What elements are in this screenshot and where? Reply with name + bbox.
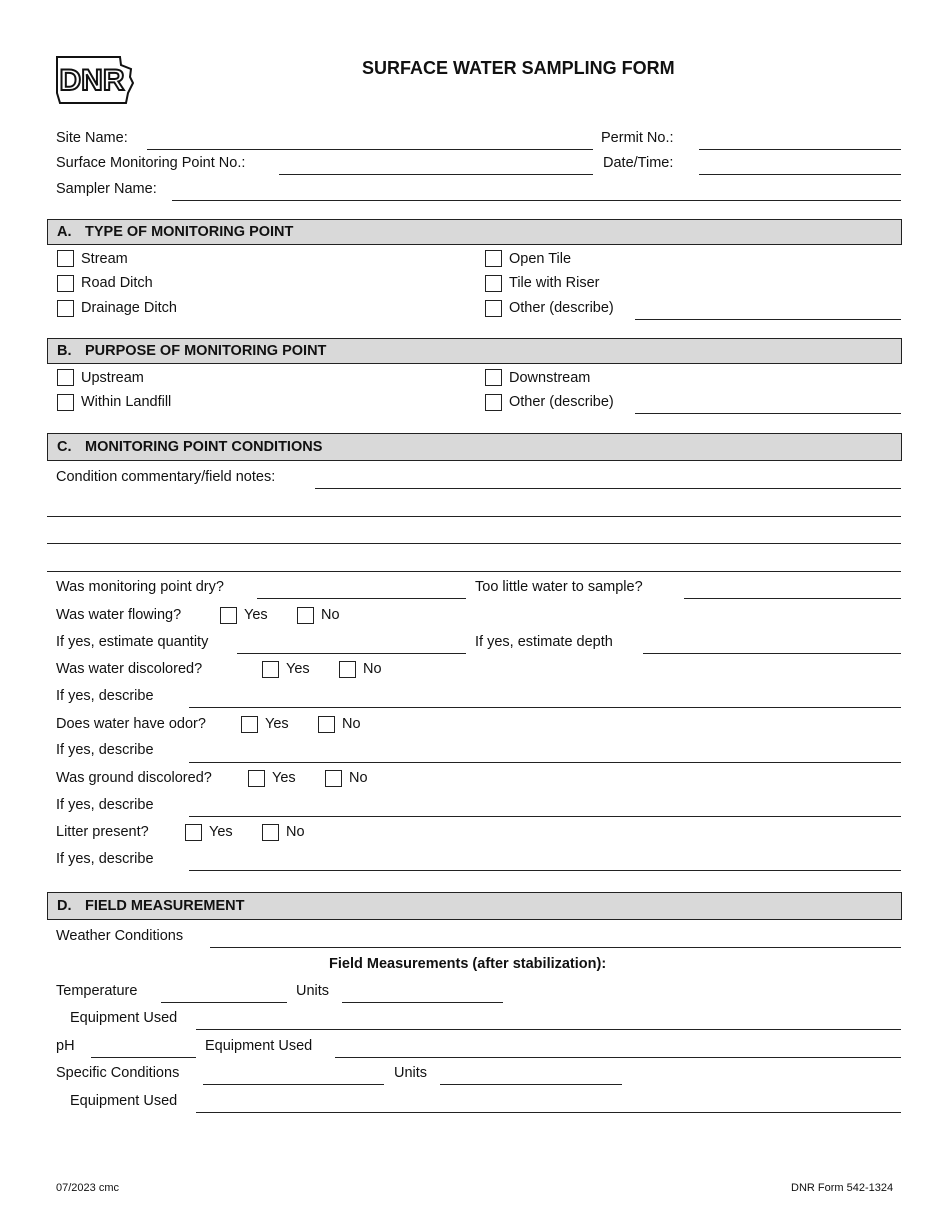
section-d-header: [47, 892, 902, 920]
upstream-checkbox[interactable]: [57, 369, 74, 386]
discolored-describe-field[interactable]: [189, 707, 901, 708]
section-b-letter: B.: [57, 343, 72, 359]
section-c-letter: C.: [57, 439, 72, 455]
monitoring-point-no-field[interactable]: [279, 174, 593, 175]
purpose-other-field[interactable]: [635, 413, 901, 414]
section-a-letter: A.: [57, 224, 72, 240]
within-landfill-checkbox[interactable]: [57, 394, 74, 411]
flowing-no-label: No: [321, 607, 340, 623]
ground-yes-label: Yes: [272, 770, 296, 786]
section-c-title: MONITORING POINT CONDITIONS: [85, 439, 323, 455]
ph-field[interactable]: [91, 1057, 196, 1058]
road-ditch-label: Road Ditch: [81, 275, 153, 291]
form-title: SURFACE WATER SAMPLING FORM: [362, 58, 675, 78]
odor-label: Does water have odor?: [56, 716, 206, 732]
discolored-yes-label: Yes: [286, 661, 310, 677]
specific-equipment-field[interactable]: [196, 1112, 901, 1113]
section-a-header: [47, 219, 902, 245]
ground-describe-label: If yes, describe: [56, 797, 154, 813]
type-other-field[interactable]: [635, 319, 901, 320]
temperature-field[interactable]: [161, 1002, 287, 1003]
flowing-yes-checkbox[interactable]: [220, 607, 237, 624]
sampler-name-field[interactable]: [172, 200, 901, 201]
est-depth-label: If yes, estimate depth: [475, 634, 613, 650]
dry-field[interactable]: [257, 598, 466, 599]
ground-describe-field[interactable]: [189, 816, 901, 817]
litter-yes-checkbox[interactable]: [185, 824, 202, 841]
site-name-field[interactable]: [147, 149, 593, 150]
temperature-equipment-label: Equipment Used: [70, 1010, 178, 1026]
stream-checkbox[interactable]: [57, 250, 74, 267]
weather-field[interactable]: [210, 947, 901, 948]
date-time-label: Date/Time:: [603, 155, 674, 171]
section-b-header: [47, 338, 902, 364]
open-tile-checkbox[interactable]: [485, 250, 502, 267]
too-little-field[interactable]: [684, 598, 901, 599]
weather-label: Weather Conditions: [56, 928, 184, 944]
discolored-yes-checkbox[interactable]: [262, 661, 279, 678]
type-other-checkbox[interactable]: [485, 300, 502, 317]
temperature-units-field[interactable]: [342, 1002, 503, 1003]
litter-label: Litter present?: [56, 824, 149, 840]
section-b-title: PURPOSE OF MONITORING POINT: [85, 343, 327, 359]
litter-no-checkbox[interactable]: [262, 824, 279, 841]
too-little-label: Too little water to sample?: [475, 579, 643, 595]
discolored-no-checkbox[interactable]: [339, 661, 356, 678]
odor-yes-label: Yes: [265, 716, 289, 732]
litter-describe-label: If yes, describe: [56, 851, 154, 867]
odor-no-checkbox[interactable]: [318, 716, 335, 733]
notes-label: Condition commentary/field notes:: [56, 469, 276, 485]
litter-describe-field[interactable]: [189, 870, 901, 871]
drainage-ditch-checkbox[interactable]: [57, 300, 74, 317]
notes-field-1[interactable]: [315, 488, 901, 489]
purpose-other-checkbox[interactable]: [485, 394, 502, 411]
ph-equipment-field[interactable]: [335, 1057, 901, 1058]
temperature-units-label: Units: [296, 983, 330, 999]
date-time-field[interactable]: [699, 174, 901, 175]
est-quantity-label: If yes, estimate quantity: [56, 634, 209, 650]
est-quantity-field[interactable]: [237, 653, 466, 654]
temperature-equipment-field[interactable]: [196, 1029, 901, 1030]
section-a-title: TYPE OF MONITORING POINT: [85, 224, 294, 240]
upstream-label: Upstream: [81, 370, 144, 386]
notes-field-2[interactable]: [47, 516, 901, 517]
odor-no-label: No: [342, 716, 361, 732]
flowing-label: Was water flowing?: [56, 607, 182, 623]
purpose-other-label: Other (describe): [509, 394, 614, 410]
odor-describe-field[interactable]: [189, 762, 901, 763]
ground-no-checkbox[interactable]: [325, 770, 342, 787]
flowing-yes-label: Yes: [244, 607, 268, 623]
ph-equipment-label: Equipment Used: [205, 1038, 313, 1054]
sampler-name-label: Sampler Name:: [56, 181, 157, 197]
ground-yes-checkbox[interactable]: [248, 770, 265, 787]
permit-no-field[interactable]: [699, 149, 901, 150]
within-landfill-label: Within Landfill: [81, 394, 172, 410]
type-other-label: Other (describe): [509, 300, 614, 316]
site-name-label: Site Name:: [56, 130, 128, 146]
monitoring-point-no-label: Surface Monitoring Point No.:: [56, 155, 246, 171]
flowing-no-checkbox[interactable]: [297, 607, 314, 624]
temperature-label: Temperature: [56, 983, 138, 999]
section-c-header: [47, 433, 902, 461]
specific-conditions-field[interactable]: [203, 1084, 384, 1085]
specific-conditions-label: Specific Conditions: [56, 1065, 180, 1081]
specific-equipment-label: Equipment Used: [70, 1093, 178, 1109]
dry-label: Was monitoring point dry?: [56, 579, 224, 595]
dnr-logo: [54, 53, 134, 107]
downstream-checkbox[interactable]: [485, 369, 502, 386]
discolored-label: Was water discolored?: [56, 661, 203, 677]
tile-with-riser-label: Tile with Riser: [509, 275, 600, 291]
section-d-title: FIELD MEASUREMENT: [85, 898, 245, 914]
section-d-letter: D.: [57, 898, 72, 914]
permit-no-label: Permit No.:: [601, 130, 674, 146]
odor-describe-label: If yes, describe: [56, 742, 154, 758]
stream-label: Stream: [81, 251, 128, 267]
specific-units-label: Units: [394, 1065, 428, 1081]
road-ditch-checkbox[interactable]: [57, 275, 74, 292]
notes-field-4[interactable]: [47, 571, 901, 572]
odor-yes-checkbox[interactable]: [241, 716, 258, 733]
open-tile-label: Open Tile: [509, 251, 572, 267]
footer-form-number: DNR Form 542-1324: [791, 1182, 894, 1194]
ph-label: pH: [56, 1038, 75, 1054]
discolored-describe-label: If yes, describe: [56, 688, 154, 704]
ground-label: Was ground discolored?: [56, 770, 212, 786]
field-measurements-subtitle: Field Measurements (after stabilization):: [329, 956, 607, 972]
tile-with-riser-checkbox[interactable]: [485, 275, 502, 292]
ground-no-label: No: [349, 770, 368, 786]
specific-units-field[interactable]: [440, 1084, 622, 1085]
litter-no-label: No: [286, 824, 305, 840]
est-depth-field[interactable]: [643, 653, 901, 654]
discolored-no-label: No: [363, 661, 382, 677]
drainage-ditch-label: Drainage Ditch: [81, 300, 177, 316]
downstream-label: Downstream: [509, 370, 591, 386]
litter-yes-label: Yes: [209, 824, 233, 840]
notes-field-3[interactable]: [47, 543, 901, 544]
logo-text: DNR: [59, 64, 125, 97]
footer-date: 07/2023 cmc: [56, 1182, 119, 1194]
